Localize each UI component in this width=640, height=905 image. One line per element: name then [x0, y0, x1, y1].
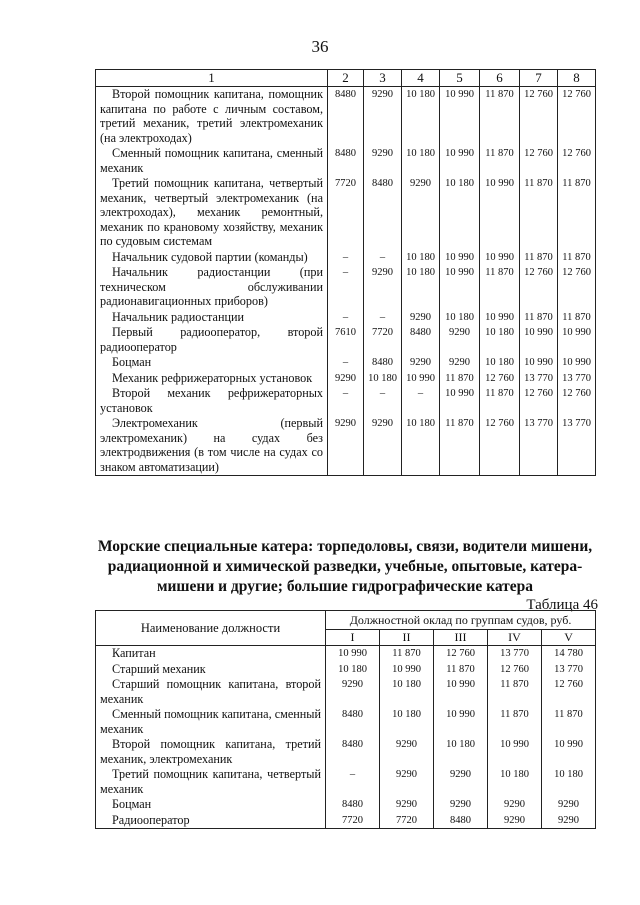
salary-value: 12 760 — [558, 87, 596, 147]
position-name: Боцман — [96, 355, 328, 371]
salary-value: 11 870 — [488, 707, 542, 737]
salary-value: – — [328, 265, 364, 310]
salary-value: 11 870 — [480, 386, 520, 416]
salary-value: 10 990 — [520, 355, 558, 371]
salary-value: 10 990 — [488, 737, 542, 767]
position-name: Третий помощник капитана, четвертый механик, четвертый электромеханик (на электроходах), механик ремонтный, механик по крановому хозяйству, механик по судовым системам — [96, 176, 328, 250]
table-row — [96, 325, 596, 355]
salary-value: 9290 — [402, 310, 440, 326]
column-number: 3 — [364, 70, 402, 87]
salary-value: 10 990 — [558, 355, 596, 371]
table-row — [96, 265, 596, 310]
salary-value: – — [328, 250, 364, 266]
column-number: 4 — [402, 70, 440, 87]
salary-value: 10 180 — [434, 737, 488, 767]
table-row — [96, 386, 596, 416]
table-row — [96, 707, 596, 737]
column-number-row — [96, 70, 596, 87]
salary-value: 11 870 — [542, 707, 596, 737]
position-name: Механик рефрижераторных установок — [96, 371, 328, 387]
table-row — [96, 767, 596, 797]
salary-value: 12 760 — [520, 87, 558, 147]
position-name: Первый радиооператор, второй радиооператор — [96, 325, 328, 355]
salary-value: 8480 — [326, 737, 380, 767]
table-row — [96, 176, 596, 250]
group-number: V — [542, 630, 596, 646]
salary-value: – — [402, 386, 440, 416]
group-number: I — [326, 630, 380, 646]
group-number: III — [434, 630, 488, 646]
salary-value: 13 770 — [558, 416, 596, 476]
position-name: Сменный помощник капитана, сменный механик — [96, 707, 326, 737]
table-label: Таблица 46 — [526, 597, 598, 613]
salary-value: 13 770 — [488, 646, 542, 662]
salary-value: 12 760 — [558, 265, 596, 310]
salary-table-continued — [95, 69, 596, 476]
salary-value: 9290 — [326, 677, 380, 707]
salary-value: 8480 — [326, 707, 380, 737]
salary-value: 11 870 — [520, 250, 558, 266]
salary-value: 11 870 — [480, 87, 520, 147]
salary-value: 11 870 — [380, 646, 434, 662]
salary-value: 10 990 — [440, 87, 480, 147]
salary-value: 11 870 — [520, 310, 558, 326]
salary-value: 10 180 — [380, 707, 434, 737]
salary-value: 10 180 — [480, 355, 520, 371]
salary-value: 10 990 — [520, 325, 558, 355]
salary-value: 9290 — [364, 146, 402, 176]
salary-value: 8480 — [364, 355, 402, 371]
salary-value: 10 180 — [402, 87, 440, 147]
position-name: Начальник радиостанции (при техническом обслуживании радионавигационных приборов) — [96, 265, 328, 310]
salary-value: 10 990 — [440, 250, 480, 266]
salary-value: 12 760 — [520, 265, 558, 310]
salary-value: 14 780 — [542, 646, 596, 662]
salary-value: 11 870 — [480, 146, 520, 176]
salary-value: 12 760 — [542, 677, 596, 707]
position-name: Боцман — [96, 797, 326, 813]
salary-value: 9290 — [440, 325, 480, 355]
salary-value: 7720 — [364, 325, 402, 355]
salary-value: 12 760 — [480, 371, 520, 387]
table-row — [96, 677, 596, 707]
position-name: Старший механик — [96, 662, 326, 678]
salary-value: 9290 — [364, 87, 402, 147]
salary-value: 7720 — [380, 813, 434, 829]
table-row — [96, 146, 596, 176]
salary-value: 9290 — [364, 416, 402, 476]
salary-value: 10 990 — [434, 677, 488, 707]
salary-value: 10 180 — [488, 767, 542, 797]
salary-value: 9290 — [440, 355, 480, 371]
salary-table-46 — [95, 610, 596, 829]
position-column-header: Наименование должности — [96, 611, 326, 646]
salary-value: 9290 — [328, 416, 364, 476]
salary-value: 9290 — [434, 797, 488, 813]
salary-value: 7720 — [328, 176, 364, 250]
salary-value: 11 870 — [488, 677, 542, 707]
salary-value: 10 180 — [364, 371, 402, 387]
salary-value: 10 180 — [440, 176, 480, 250]
section-title: Морские специальные катера: торпедоловы, связи, водители мишени, радиационной и химической разведки, учебные, опытовые, катера-мишени и другие; большие гидрографические катера — [97, 538, 593, 595]
salary-value: 9290 — [380, 797, 434, 813]
salary-value: 11 870 — [440, 416, 480, 476]
table-row — [96, 646, 596, 662]
table-row — [96, 87, 596, 147]
salary-value: 10 180 — [380, 677, 434, 707]
salary-value: 10 990 — [480, 176, 520, 250]
salary-value: 10 990 — [380, 662, 434, 678]
salary-value: – — [328, 310, 364, 326]
position-name: Второй помощник капитана, третий механик, электромеханик — [96, 737, 326, 767]
salary-value: 13 770 — [542, 662, 596, 678]
salary-value: – — [326, 767, 380, 797]
column-number: 1 — [96, 70, 328, 87]
salary-value: 8480 — [328, 146, 364, 176]
salary-value: 10 990 — [326, 646, 380, 662]
position-name: Второй механик рефрижераторных установок — [96, 386, 328, 416]
salary-value: – — [364, 386, 402, 416]
salary-value: 9290 — [380, 767, 434, 797]
salary-value: 12 760 — [434, 646, 488, 662]
salary-value: 9290 — [542, 813, 596, 829]
salary-value: 9290 — [542, 797, 596, 813]
salary-value: 9290 — [402, 176, 440, 250]
salary-value: 13 770 — [520, 416, 558, 476]
salary-value: – — [364, 250, 402, 266]
salary-value: 8480 — [434, 813, 488, 829]
salary-value: 8480 — [326, 797, 380, 813]
salary-value: 9290 — [434, 767, 488, 797]
table-row — [96, 813, 596, 829]
salary-value: 8480 — [328, 87, 364, 147]
column-number: 8 — [558, 70, 596, 87]
salary-value: 9290 — [364, 265, 402, 310]
salary-value: 10 180 — [440, 310, 480, 326]
position-name: Третий помощник капитана, четвертый механик — [96, 767, 326, 797]
salary-value: 11 870 — [558, 250, 596, 266]
salary-value: – — [328, 386, 364, 416]
position-name: Начальник судовой партии (команды) — [96, 250, 328, 266]
position-name: Капитан — [96, 646, 326, 662]
salary-value: 10 990 — [480, 250, 520, 266]
salary-value: 10 180 — [402, 416, 440, 476]
table-row — [96, 737, 596, 767]
salary-value: 13 770 — [558, 371, 596, 387]
table-row — [96, 662, 596, 678]
table-row — [96, 416, 596, 476]
table-row — [96, 310, 596, 326]
salary-value: 9290 — [402, 355, 440, 371]
salary-value: 7610 — [328, 325, 364, 355]
salary-value: 9290 — [380, 737, 434, 767]
salary-value: 12 760 — [488, 662, 542, 678]
salary-value: 12 760 — [520, 386, 558, 416]
salary-value: – — [328, 355, 364, 371]
salary-value: 11 870 — [520, 176, 558, 250]
group-number: II — [380, 630, 434, 646]
salary-value: 12 760 — [558, 146, 596, 176]
position-name: Второй помощник капитана, помощник капитана по работе с личным составом, третий механик, третий электромеханик (на электроходах) — [96, 87, 328, 147]
salary-value: 10 180 — [402, 265, 440, 310]
table-row — [96, 250, 596, 266]
table-row — [96, 355, 596, 371]
position-name: Радиооператор — [96, 813, 326, 829]
salary-value: 11 870 — [480, 265, 520, 310]
salary-value: 12 760 — [558, 386, 596, 416]
position-name: Начальник радиостанции — [96, 310, 328, 326]
salary-value: 10 990 — [440, 386, 480, 416]
salary-group-header: Должностной оклад по группам судов, руб. — [326, 611, 596, 630]
salary-value: 10 180 — [480, 325, 520, 355]
salary-value: 12 760 — [520, 146, 558, 176]
salary-value: 13 770 — [520, 371, 558, 387]
group-number: IV — [488, 630, 542, 646]
salary-value: 10 180 — [326, 662, 380, 678]
column-number: 7 — [520, 70, 558, 87]
salary-value: 10 180 — [542, 767, 596, 797]
salary-value: 10 990 — [434, 707, 488, 737]
salary-value: 8480 — [364, 176, 402, 250]
salary-value: – — [364, 310, 402, 326]
table-row — [96, 797, 596, 813]
salary-value: 11 870 — [558, 310, 596, 326]
page-number: 36 — [311, 37, 329, 56]
salary-value: 9290 — [328, 371, 364, 387]
salary-value: 10 990 — [542, 737, 596, 767]
column-number: 6 — [480, 70, 520, 87]
salary-value: 10 990 — [402, 371, 440, 387]
column-number: 5 — [440, 70, 480, 87]
table-row — [96, 371, 596, 387]
salary-value: 7720 — [326, 813, 380, 829]
salary-value: 10 990 — [558, 325, 596, 355]
salary-value: 10 180 — [402, 146, 440, 176]
salary-value: 10 180 — [402, 250, 440, 266]
salary-value: 9290 — [488, 797, 542, 813]
salary-value: 11 870 — [434, 662, 488, 678]
column-number: 2 — [328, 70, 364, 87]
position-name: Сменный помощник капитана, сменный механик — [96, 146, 328, 176]
salary-value: 10 990 — [480, 310, 520, 326]
position-name: Старший помощник капитана, второй механик — [96, 677, 326, 707]
salary-value: 12 760 — [480, 416, 520, 476]
position-name: Электромеханик (первый электромеханик) на судах без электродвижения (в том числе на судах со знаком автоматизации) — [96, 416, 328, 476]
salary-value: 11 870 — [440, 371, 480, 387]
salary-value: 9290 — [488, 813, 542, 829]
salary-value: 11 870 — [558, 176, 596, 250]
salary-value: 8480 — [402, 325, 440, 355]
salary-value: 10 990 — [440, 265, 480, 310]
salary-value: 10 990 — [440, 146, 480, 176]
